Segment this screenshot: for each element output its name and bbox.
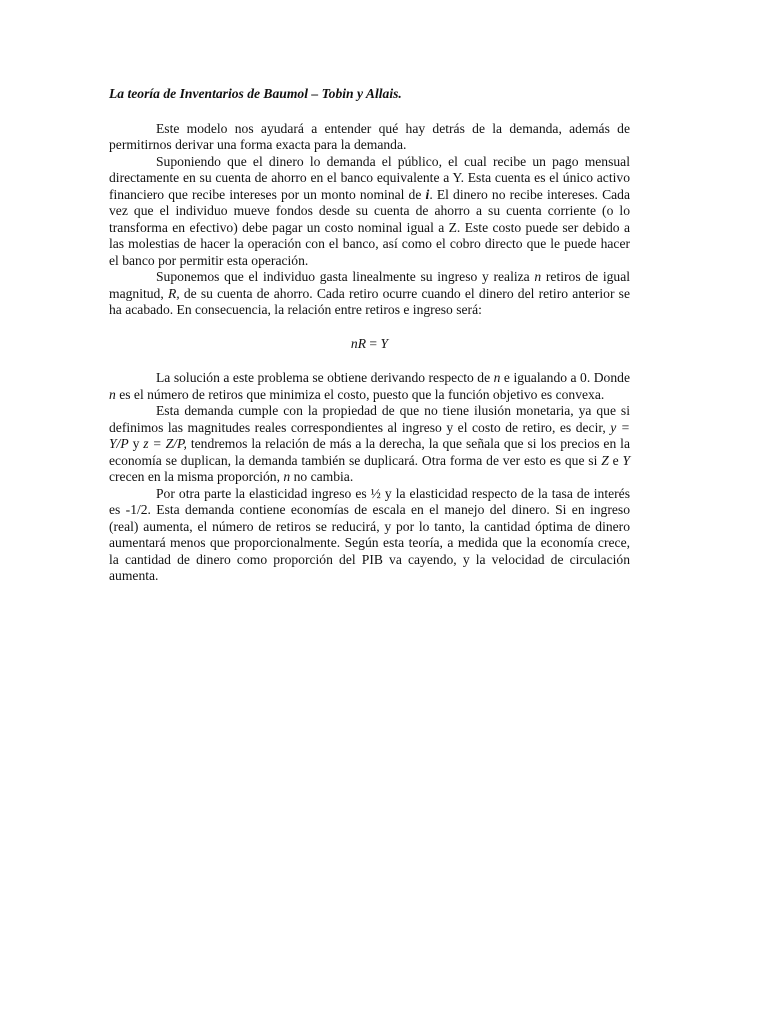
text-run: Suponiendo que el dinero lo demanda el público, el cual recibe un pago mensual directamente en su cuenta de ahorro en el banco equivalente a Y. Esta cuenta es el único activo financiero que recibe intereses por un monto nominal de [109, 153, 630, 202]
equation-lhs: nR [350, 335, 367, 351]
italic-term: y = Y/P [109, 419, 630, 451]
document-title: La teoría de Inventarios de Baumol – Tobin y Allais. [109, 86, 402, 101]
body-after-equation [109, 370, 630, 585]
italic-term: Z [601, 452, 609, 468]
text-run: La solución a este problema se obtiene derivando respecto de [156, 370, 494, 385]
text-run: Esta demanda cumple con la propiedad de que no tiene ilusión monetaria, ya que si definimos las magnitudes reales correspondientes al ingreso y el costo de retiro, es decir, [109, 403, 630, 435]
italic-term: R, [167, 285, 180, 301]
text-run: e igualando a 0. Donde [500, 370, 630, 385]
italic-term: n [534, 269, 542, 284]
italic-term: n [109, 386, 116, 402]
text-run: Suponemos que el individuo gasta linealmente su ingreso y realiza [156, 269, 535, 284]
equation-rhs: Y [380, 335, 389, 351]
italic-term: Y [622, 452, 630, 468]
text-run: . El dinero no recibe intereses. Cada vez que el individuo mueve fondos desde su cuenta de ahorro a su cuenta corriente (o lo transforma en efectivo) debe pagar un costo nominal igual a Z. Este costo puede ser debido a las molestias de hacer la operación con el banco, así como el cobro directo que le puede hacer el banco por permitir esta operación. [109, 186, 630, 268]
text-run: retiros de igual magnitud, [109, 269, 631, 301]
italic-term: n [493, 370, 501, 385]
paragraph [109, 121, 630, 154]
paragraph [109, 269, 630, 319]
text-run: Este modelo nos ayudará a entender qué hay detrás de la demanda, además de permitirnos derivar una forma exacta para la demanda. [109, 120, 630, 152]
paragraph [109, 403, 630, 486]
paragraph [109, 486, 630, 585]
equation [109, 336, 630, 353]
text-run: y [128, 436, 144, 451]
italic-term: n [283, 469, 291, 484]
paragraph [109, 154, 630, 270]
text-run: de su cuenta de ahorro. Cada retiro ocurre cuando el dinero del retiro anterior se ha acabado. En consecuencia, la relación entre retiros e ingreso será: [109, 285, 630, 317]
document-page [109, 86, 630, 585]
paragraph [109, 370, 630, 403]
text-run: e [608, 452, 623, 468]
body-before-equation [109, 121, 630, 319]
equation-operator: = [366, 335, 381, 351]
bold-italic-term: i [425, 186, 430, 202]
text-run: tendremos la relación de más a la derecha, la que señala que si los precios en la economía se duplican, la demanda también se duplicará. Otra forma de ver esto es que si [109, 436, 630, 468]
italic-term: z = Z/P, [143, 436, 187, 451]
text-run: es el número de retiros que minimiza el costo, puesto que la función objetivo es convexa. [115, 386, 605, 402]
text-run: no cambia. [290, 469, 354, 484]
text-run: crecen en la misma proporción, [109, 469, 284, 484]
text-run: Por otra parte la elasticidad ingreso es ½ y la elasticidad respecto de la tasa de interés es -1/2. Esta demanda contiene economías de escala en el manejo del dinero. Si en ingreso (real) aumenta, el número de retiros se reducirá, y por lo tanto, la cantidad óptima de dinero aumentará menos que proporcionalmente. Según esta teoría, a medida que la economía crece, la cantidad de dinero como proporción del PIB va cayendo, y la velocidad de circulación aumenta. [109, 485, 630, 583]
